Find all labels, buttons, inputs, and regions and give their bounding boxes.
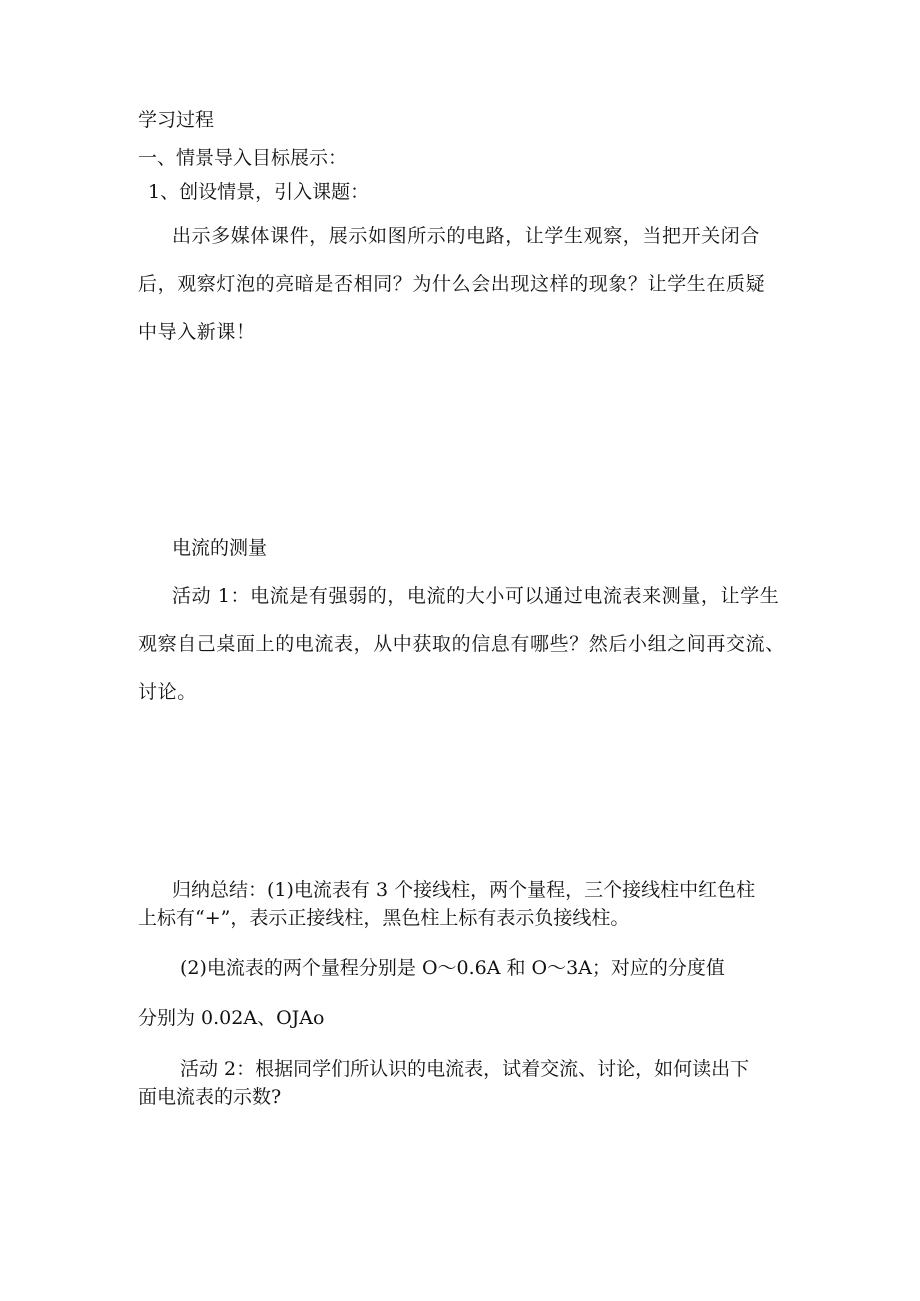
summary-line: 上标有“+”，表示正接线柱，黑色柱上标有表示负接线柱。 bbox=[138, 907, 630, 929]
section-1-subtitle: 1、创设情景，引入课题： bbox=[148, 181, 370, 203]
summary-point-2-cont: 分别为 0.02A、OJAo bbox=[138, 1007, 325, 1029]
intro-paragraph-line: 出示多媒体课件，展示如图所示的电路，让学生观察，当把开关闭合 bbox=[172, 225, 761, 247]
summary-point-2: (2)电流表的两个量程分别是 O～0.6A 和 O～3A；对应的分度值 bbox=[180, 957, 725, 979]
heading: 学习过程 bbox=[138, 109, 215, 131]
activity-2-line: 活动 2：根据同学们所认识的电流表，试着交流、讨论，如何读出下 bbox=[180, 1058, 750, 1080]
activity-1-line: 观察自己桌面上的电流表，从中获取的信息有哪些？然后小组之间再交流、 bbox=[138, 633, 785, 655]
summary-line: 归纳总结：(1)电流表有 3 个接线柱，两个量程，三个接线柱中红色柱 bbox=[172, 879, 756, 901]
activity-2-line: 面电流表的示数? bbox=[138, 1086, 282, 1108]
activity-1-line: 活动 1：电流是有强弱的，电流的大小可以通过电流表来测量，让学生 bbox=[172, 585, 780, 607]
intro-paragraph-line: 中导入新课！ bbox=[138, 321, 256, 343]
intro-paragraph-line: 后，观察灯泡的亮暗是否相同？为什么会出现这样的现象？让学生在质疑 bbox=[138, 273, 766, 295]
section-2-title: 电流的测量 bbox=[172, 537, 268, 559]
activity-1-line: 讨论。 bbox=[138, 681, 197, 703]
section-1-title: 一、情景导入目标展示： bbox=[138, 147, 348, 169]
